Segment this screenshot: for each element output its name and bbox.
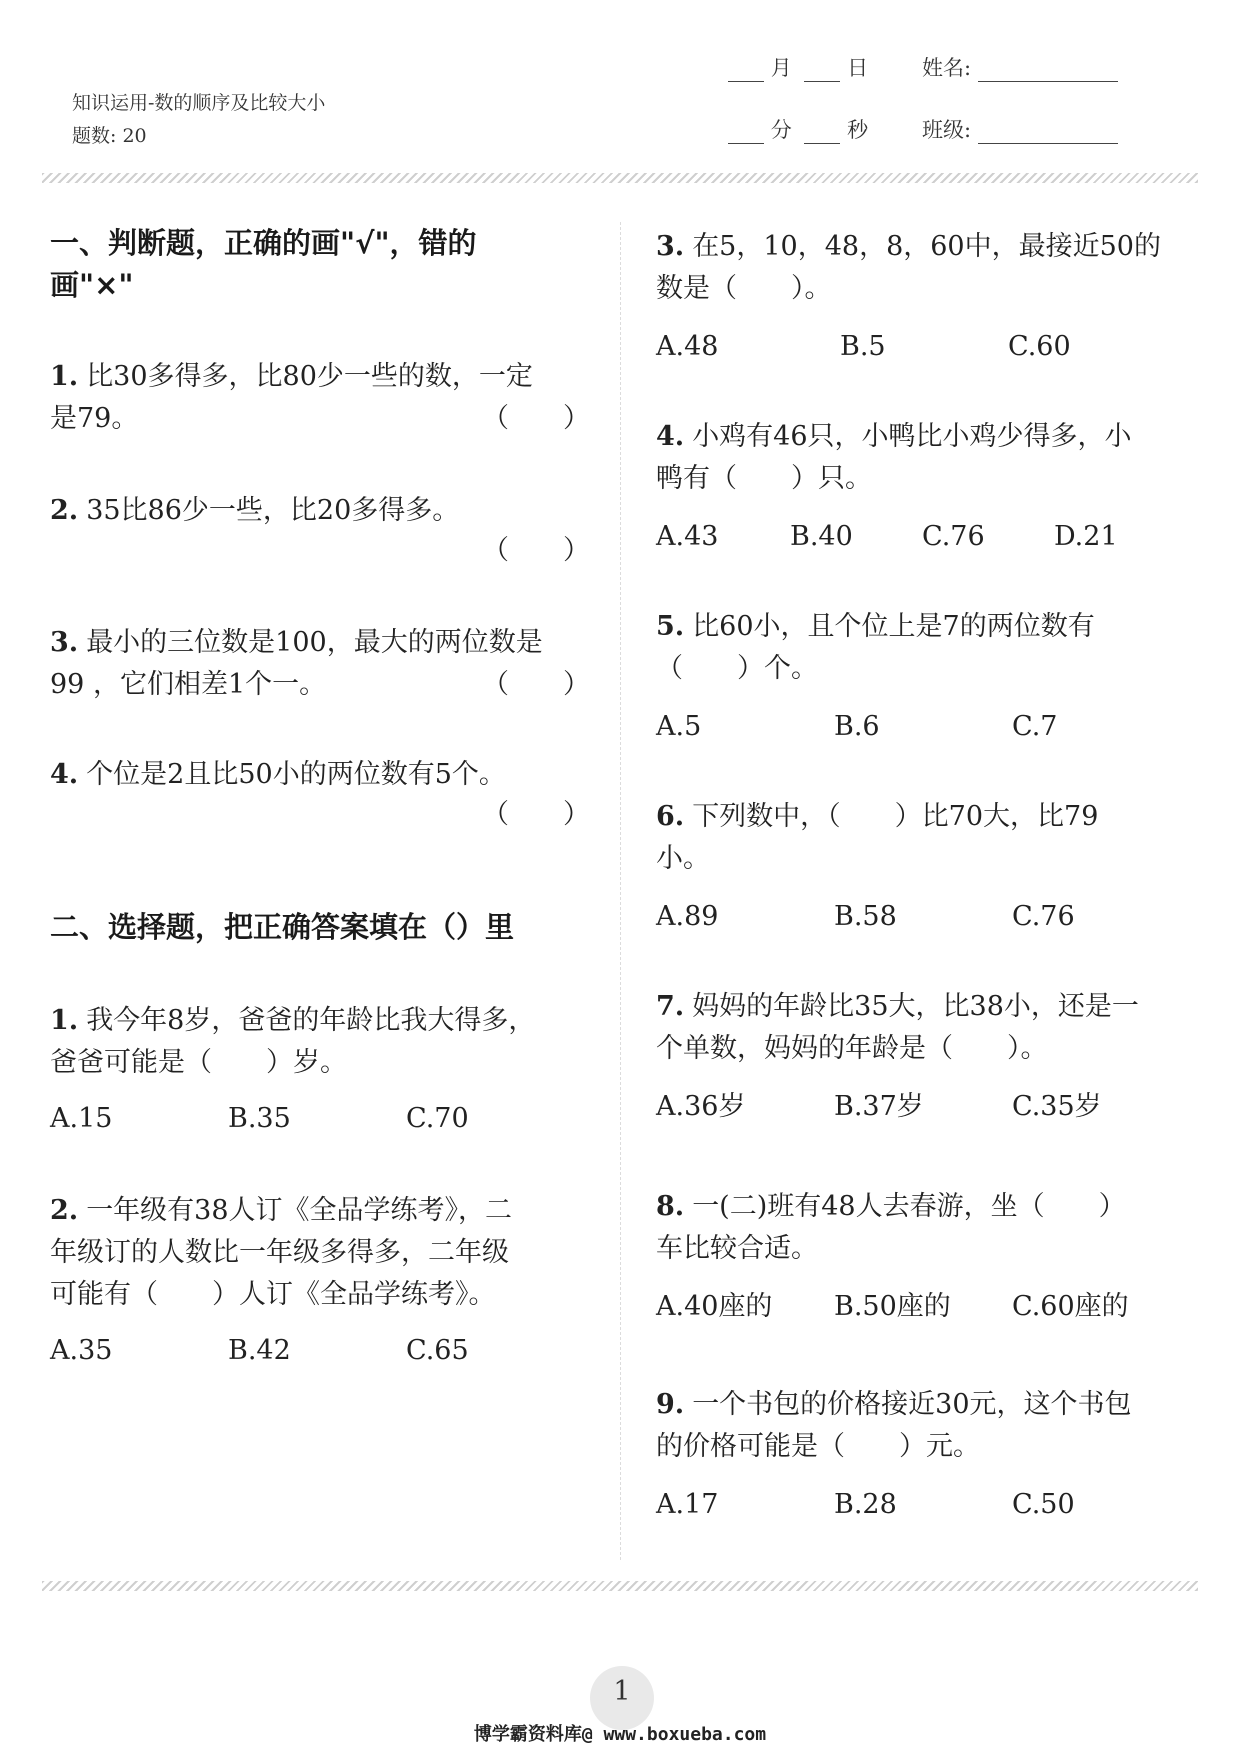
class-label: 班级: [922,118,972,142]
question-text: 鸭有（ ）只。 [656,463,872,494]
choice-question-6 [656,796,1098,880]
time-field [728,114,868,144]
column-divider [620,222,621,1560]
question-number: 1. [50,361,79,392]
question-text: 比30多得多，比80少一些的数，一定 [86,361,533,392]
choice-question-5 [656,606,1095,690]
option-b[interactable]: B.50座的 [834,1291,951,1322]
question-text: 一(二)班有48人去春游，坐（ ） [692,1191,1126,1222]
day-blank[interactable] [804,61,840,82]
question-text: 99 ，它们相差1个一。 [50,669,327,700]
question-count: 题数: 20 [72,125,147,147]
question-text: 个单数，妈妈的年龄是（ ）。 [656,1033,1048,1064]
judge-question-4 [50,754,506,796]
option-b[interactable]: B.58 [834,901,897,932]
choice-question-1 [50,1000,535,1084]
question-text: 妈妈的年龄比35大，比38小，还是一 [692,991,1139,1022]
question-text: 最小的三位数是100，最大的两位数是 [86,627,543,658]
judge-question-3 [50,622,543,706]
question-text: 车比较合适。 [656,1233,818,1264]
option-a[interactable]: A.36岁 [656,1091,746,1122]
option-b[interactable]: B.35 [228,1103,291,1134]
question-text: 的价格可能是（ ）元。 [656,1431,980,1462]
option-a[interactable]: A.40座的 [656,1291,773,1322]
question-number: 6. [656,801,685,832]
question-text: 可能有（ ）人订《全品学练考》。 [50,1279,496,1310]
question-text: 爸爸可能是（ ）岁。 [50,1047,347,1078]
option-b[interactable]: B.40 [790,521,853,552]
question-number: 4. [50,759,79,790]
option-a[interactable]: A.48 [656,331,719,362]
section1-title-line2: 画"×" [50,268,134,302]
month-label: 月 [770,56,792,80]
question-text: 小鸡有46只，小鸭比小鸡少得多，小 [692,421,1132,452]
date-field [728,52,868,82]
question-number: 1. [50,1005,79,1036]
question-number: 3. [656,231,685,262]
question-number: 9. [656,1389,685,1420]
question-text: 年级订的人数比一年级多得多，二年级 [50,1237,509,1268]
answer-blank[interactable]: （ ） [482,535,590,566]
option-c[interactable]: C.76 [922,521,985,552]
option-d[interactable]: D.21 [1054,521,1118,552]
option-b[interactable]: B.5 [840,331,886,362]
footer-watermark: 博学霸资料库@ www.boxueba.com [473,1724,767,1745]
question-text: 一个书包的价格接近30元，这个书包 [692,1389,1132,1420]
second-blank[interactable] [804,123,840,144]
option-b[interactable]: B.37岁 [834,1091,924,1122]
option-c[interactable]: C.76 [1012,901,1075,932]
option-a[interactable]: A.89 [656,901,719,932]
question-text: 下列数中，（ ）比70大，比79 [692,801,1099,832]
question-number: 7. [656,991,685,1022]
section1-title-line1: 一、判断题，正确的画"√"，错的 [50,226,477,260]
question-text: 比60小，且个位上是7的两位数有 [692,611,1095,642]
judge-question-2 [50,490,459,532]
option-c[interactable]: C.60 [1008,331,1071,362]
question-text: 我今年8岁，爸爸的年龄比我大得多， [86,1005,536,1036]
choice-question-9 [656,1384,1132,1468]
option-a[interactable]: A.17 [656,1489,719,1520]
question-number: 5. [656,611,685,642]
top-divider [42,173,1198,183]
answer-blank[interactable]: （ ） [482,669,590,700]
option-c[interactable]: C.50 [1012,1489,1075,1520]
question-text: 个位是2且比50小的两位数有5个。 [86,759,506,790]
name-label: 姓名: [922,56,972,80]
choice-question-8 [656,1186,1126,1270]
option-a[interactable]: A.5 [656,711,702,742]
question-text: 是79。 [50,403,139,434]
option-c[interactable]: C.65 [406,1335,469,1366]
question-number: 3. [50,627,79,658]
name-field [922,52,1118,82]
question-text: 小。 [656,843,710,874]
option-a[interactable]: A.15 [50,1103,113,1134]
option-c[interactable]: C.7 [1012,711,1058,742]
minute-blank[interactable] [728,123,764,144]
second-label: 秒 [847,118,869,142]
option-c[interactable]: C.60座的 [1012,1291,1129,1322]
option-b[interactable]: B.28 [834,1489,897,1520]
option-c[interactable]: C.35岁 [1012,1091,1102,1122]
bottom-divider [42,1581,1198,1591]
choice-question-2 [50,1190,512,1316]
question-text: 在5，10，48，8，60中，最接近50的 [692,231,1161,262]
page-number: 1 [613,1676,631,1707]
option-b[interactable]: B.42 [228,1335,291,1366]
section2-title: 二、选择题，把正确答案填在（）里 [50,910,515,944]
section1-title [50,222,477,306]
class-field [922,114,1118,144]
minute-label: 分 [770,118,792,142]
answer-blank[interactable]: （ ） [482,403,590,434]
question-number: 4. [656,421,685,452]
month-blank[interactable] [728,61,764,82]
option-a[interactable]: A.35 [50,1335,113,1366]
worksheet-subtitle: 知识运用-数的顺序及比较大小 [72,92,326,114]
question-number: 2. [50,495,79,526]
option-a[interactable]: A.43 [656,521,719,552]
choice-question-4 [656,416,1132,500]
question-number: 2. [50,1195,79,1226]
class-blank[interactable] [978,123,1118,144]
answer-blank[interactable]: （ ） [482,799,590,830]
choice-question-3 [656,226,1161,310]
option-c[interactable]: C.70 [406,1103,469,1134]
choice-question-7 [656,986,1139,1070]
question-text: 35比86少一些，比20多得多。 [86,495,460,526]
option-b[interactable]: B.6 [834,711,880,742]
name-blank[interactable] [978,61,1118,82]
day-label: 日 [847,56,869,80]
question-number: 8. [656,1191,685,1222]
question-text: （ ）个。 [656,653,818,684]
judge-question-1 [50,356,533,440]
question-text: 一年级有38人订《全品学练考》，二 [86,1195,513,1226]
question-text: 数是（ ）。 [656,273,832,304]
